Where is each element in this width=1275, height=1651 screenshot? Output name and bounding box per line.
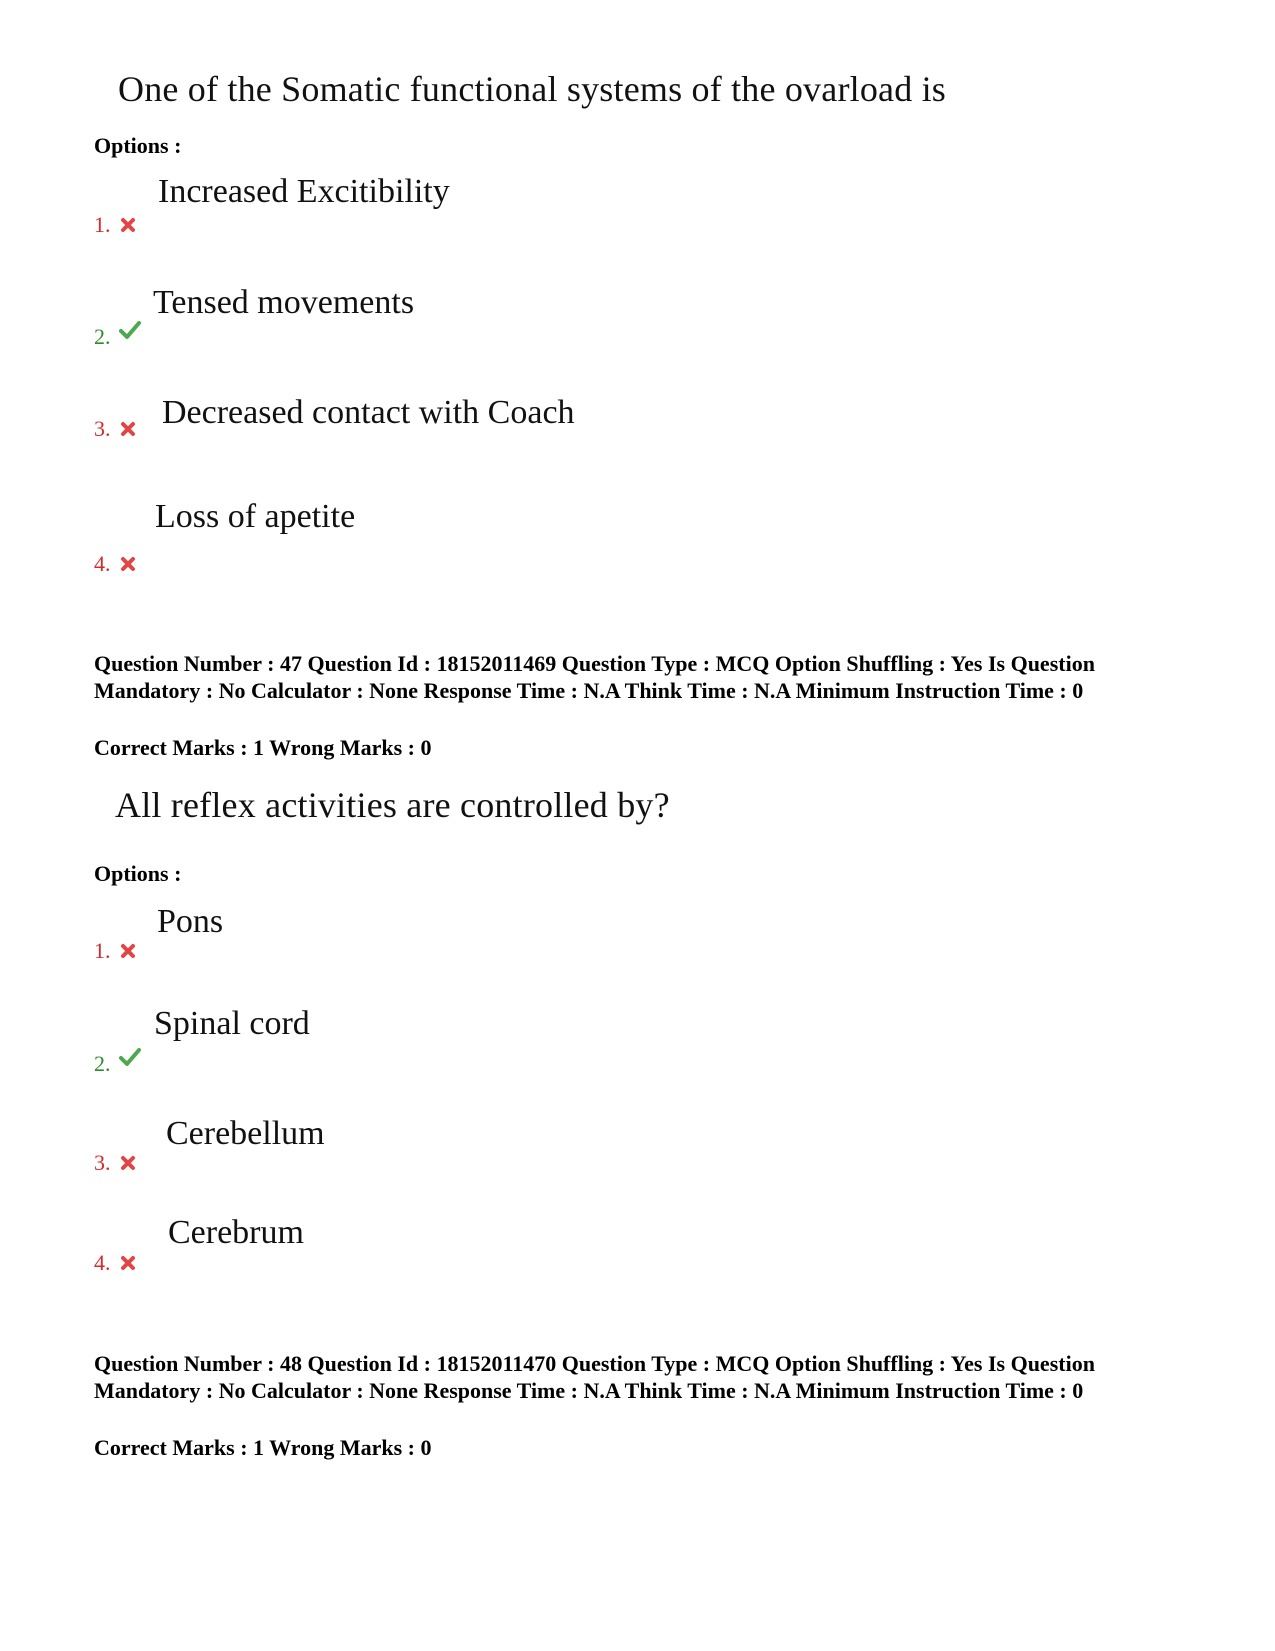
- option-text: Cerebellum: [166, 1115, 325, 1152]
- option-index: 1.: [94, 938, 111, 963]
- option-index: 4.: [94, 551, 111, 576]
- marks-info: Correct Marks : 1 Wrong Marks : 0: [94, 1435, 432, 1460]
- option-text: Tensed movements: [153, 284, 415, 321]
- option-number: [94, 1051, 141, 1077]
- option-index: 4.: [94, 1250, 111, 1275]
- option-number: [94, 551, 137, 577]
- option-text: Decreased contact with Coach: [162, 394, 575, 431]
- cross-icon: [119, 216, 137, 234]
- check-icon: [119, 1047, 141, 1067]
- question-text: All reflex activities are controlled by?: [115, 785, 670, 825]
- option-number: [94, 1150, 137, 1176]
- option-text: Loss of apetite: [155, 498, 356, 535]
- option-number: [94, 212, 137, 238]
- option-text: Spinal cord: [154, 1005, 310, 1042]
- option-text: Increased Excitibility: [158, 173, 450, 210]
- option-text: Cerebrum: [168, 1214, 304, 1251]
- option-text: Pons: [157, 903, 224, 940]
- question-meta: Question Number : 48 Question Id : 18152011470 Question Type : MCQ Option Shuffling : Yes Is Question Mandatory : No Calculator : None Response Time : N.A Think Time : N.A Minimum Instruction Time : 0: [94, 1351, 1095, 1403]
- option-index: 3.: [94, 1150, 111, 1175]
- option-index: 1.: [94, 212, 111, 237]
- option-index: 2.: [94, 324, 111, 349]
- cross-icon: [119, 942, 137, 960]
- cross-icon: [119, 1254, 137, 1272]
- options-label: Options :: [94, 133, 182, 158]
- option-index: 3.: [94, 416, 111, 441]
- option-number: [94, 1250, 137, 1276]
- cross-icon: [119, 420, 137, 438]
- cross-icon: [119, 1154, 137, 1172]
- question-text: One of the Somatic functional systems of the ovarload is: [118, 69, 947, 109]
- check-icon: [119, 320, 141, 340]
- cross-icon: [119, 555, 137, 573]
- option-number: [94, 416, 137, 442]
- option-number: [94, 938, 137, 964]
- options-label: Options :: [94, 861, 182, 886]
- marks-info: Correct Marks : 1 Wrong Marks : 0: [94, 735, 432, 760]
- question-meta: Question Number : 47 Question Id : 18152011469 Question Type : MCQ Option Shuffling : Yes Is Question Mandatory : No Calculator : None Response Time : N.A Think Time : N.A Minimum Instruction Time : 0: [94, 651, 1095, 703]
- option-index: 2.: [94, 1051, 111, 1076]
- option-number: [94, 324, 141, 350]
